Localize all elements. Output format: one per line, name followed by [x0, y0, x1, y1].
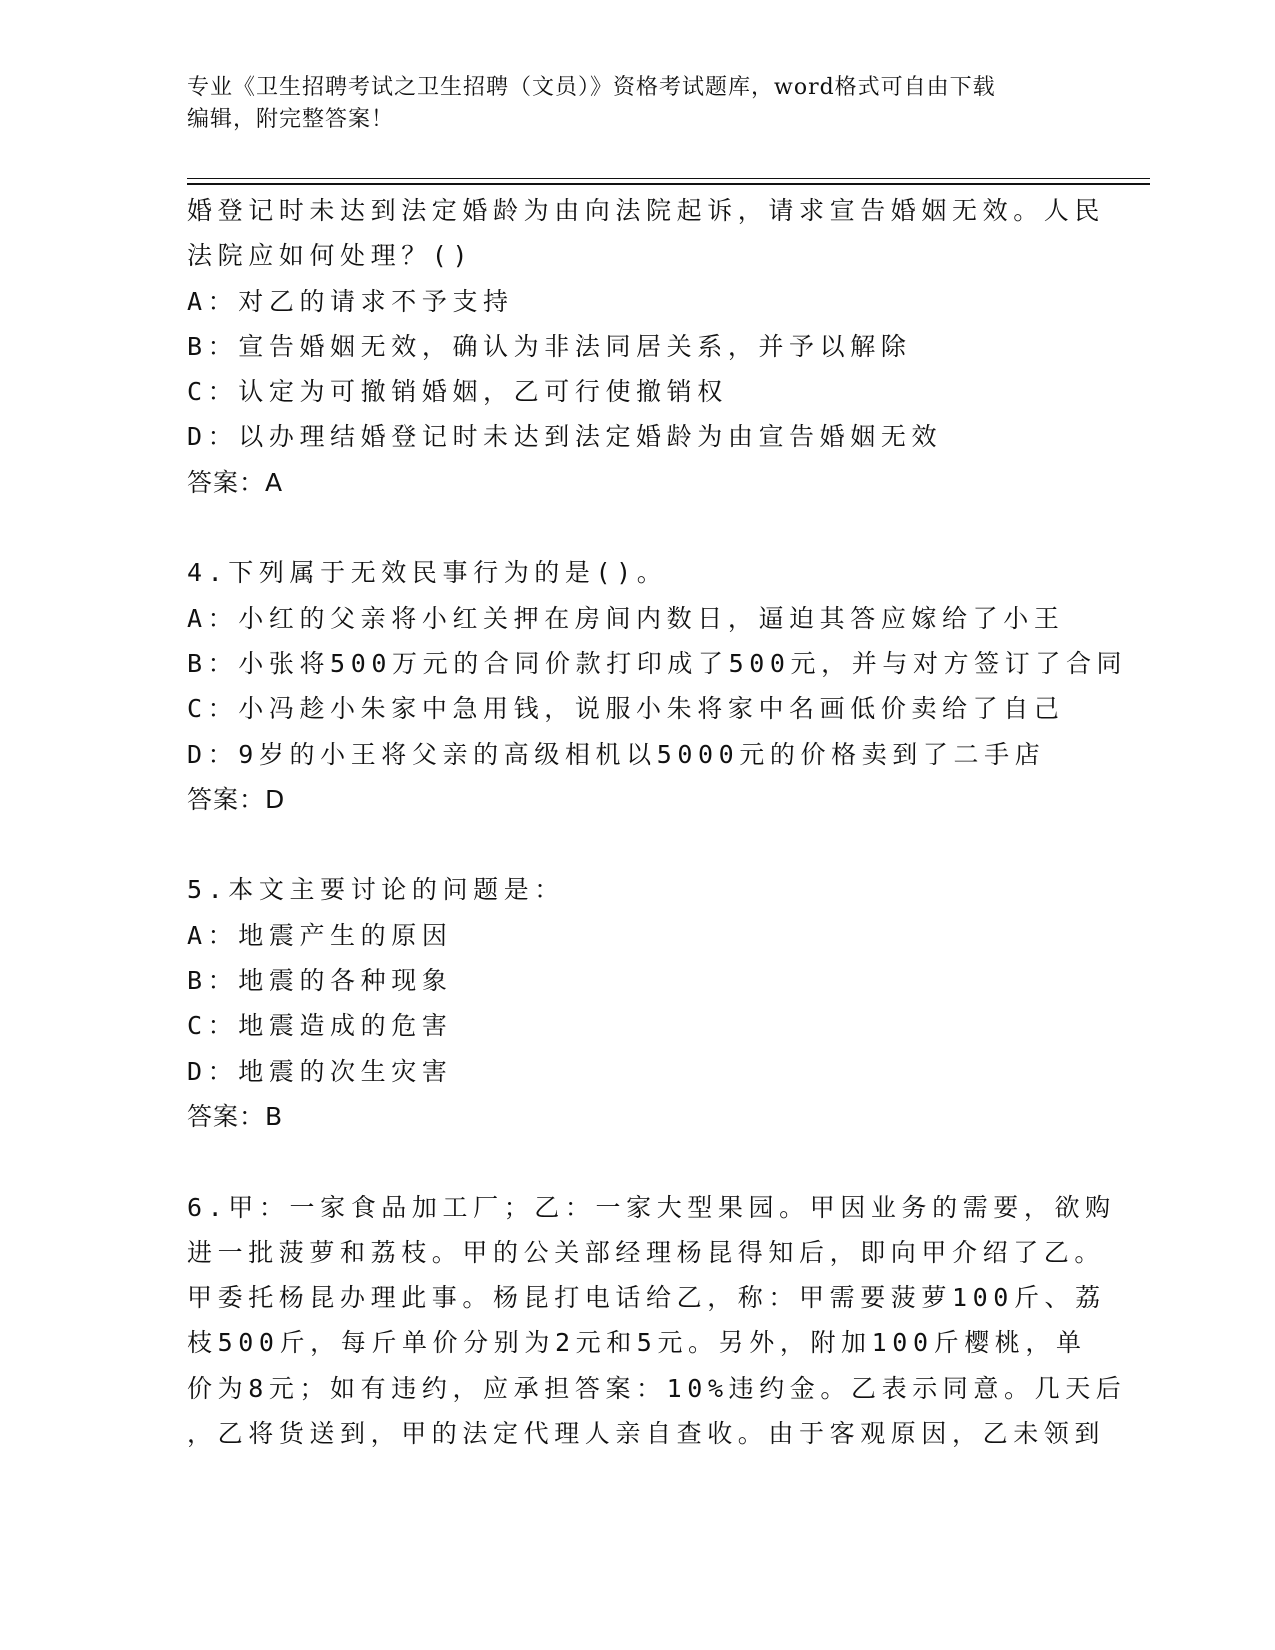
question-stem-line: 6.甲：一家食品加工厂；乙：一家大型果园。甲因业务的需要，欲购 — [187, 1192, 1116, 1222]
option-a: A：对乙的请求不予支持 — [187, 286, 514, 316]
document-header — [187, 72, 1087, 136]
option-c: C：地震造成的危害 — [187, 1011, 453, 1041]
question-list — [187, 188, 1128, 1456]
question-5 — [187, 867, 1087, 1139]
question-stem-line: 法院应如何处理？() — [187, 241, 474, 271]
answer-label: 答案：A — [187, 467, 284, 497]
question-3 — [187, 188, 1106, 505]
answer-label: 答案：D — [187, 784, 286, 814]
question-6 — [187, 1185, 1127, 1457]
question-stem-line: 4.下列属于无效民事行为的是()。 — [187, 558, 668, 588]
option-d: D：以办理结婚登记时未达到法定婚龄为由宣告婚姻无效 — [187, 422, 943, 452]
option-a: A：小红的父亲将小红关押在房间内数日，逼迫其答应嫁给了小王 — [187, 603, 1065, 633]
option-a: A：地震产生的原因 — [187, 920, 453, 950]
option-b: B：小张将500万元的合同价款打印成了500元，并与对方签订了合同 — [187, 648, 1128, 678]
question-stem-line: 枝500斤，每斤单价分别为2元和5元。另外，附加100斤樱桃，单 — [187, 1328, 1087, 1358]
option-c: C：认定为可撤销婚姻，乙可行使撤销权 — [187, 377, 728, 407]
header-divider-thick — [187, 183, 1150, 185]
option-d: D：9岁的小王将父亲的高级相机以5000元的价格卖到了二手店 — [187, 739, 1046, 769]
option-b: B：地震的各种现象 — [187, 966, 453, 996]
question-4 — [187, 550, 1128, 822]
question-stem-line: 价为8元；如有违约，应承担答案：10%违约金。乙表示同意。几天后 — [187, 1373, 1127, 1403]
question-stem-line: 甲委托杨昆办理此事。杨昆打电话给乙，称：甲需要菠萝100斤、荔 — [187, 1283, 1106, 1313]
question-stem-line: 进一批菠萝和荔枝。甲的公关部经理杨昆得知后，即向甲介绍了乙。 — [187, 1237, 1106, 1267]
option-c: C：小冯趁小朱家中急用钱，说服小朱将家中名画低价卖给了自己 — [187, 694, 1065, 724]
question-stem-line: ，乙将货送到，甲的法定代理人亲自查收。由于客观原因，乙未领到 — [187, 1419, 1106, 1449]
answer-label: 答案：B — [187, 1101, 284, 1131]
header-line-2: 编辑，附完整答案！ — [187, 107, 395, 132]
question-stem-line: 婚登记时未达到法定婚龄为由向法院起诉，请求宣告婚姻无效。人民 — [187, 196, 1106, 225]
question-stem-line: 5.本文主要讨论的问题是： — [187, 875, 565, 905]
option-b: B：宣告婚姻无效，确认为非法同居关系，并予以解除 — [187, 331, 912, 361]
option-d: D：地震的次生灾害 — [187, 1056, 453, 1086]
header-divider-thin — [187, 178, 1150, 179]
header-line-1: 专业《卫生招聘考试之卫生招聘（文员）》资格考试题库，word格式可自由下载 — [187, 75, 996, 100]
